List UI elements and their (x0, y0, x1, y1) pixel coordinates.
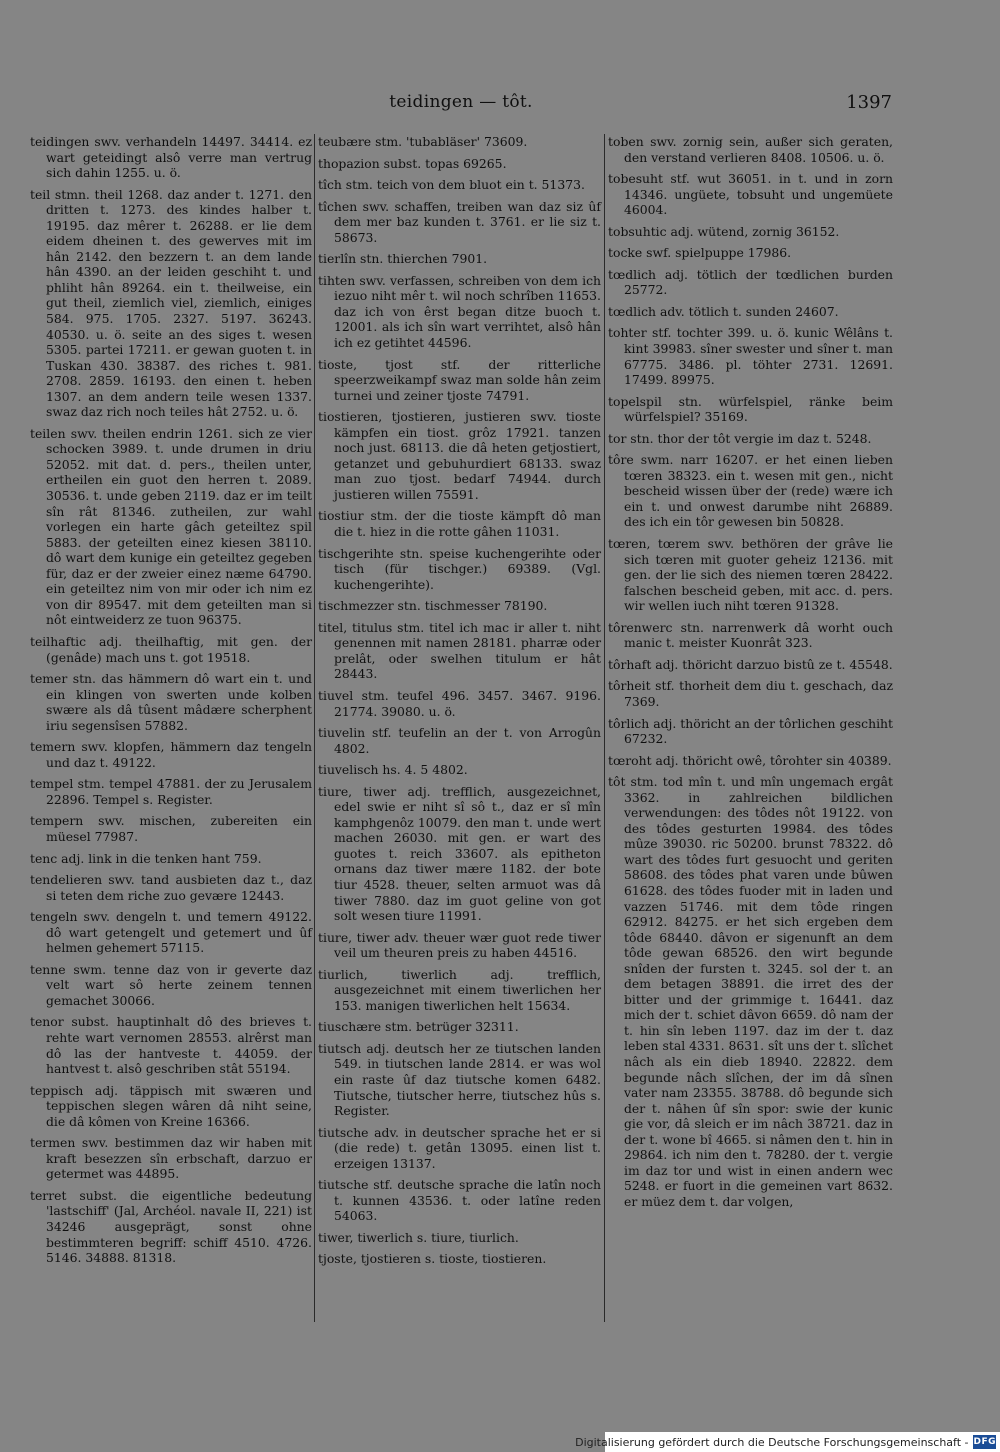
column-divider (604, 134, 605, 1322)
dictionary-entry: termen swv. bestimmen daz wir haben mit kraft besezzen sîn erbschaft, darzuo er getermet was 44895. (30, 1135, 312, 1182)
running-head: teidingen — tôt. (389, 92, 533, 112)
dictionary-entry: tocke swf. spielpuppe 17986. (608, 245, 792, 261)
dictionary-entry: tenc adj. link in die tenken hant 759. (30, 850, 262, 866)
dictionary-entry: tenor subst. hauptinhalt dô des brieves t. rehte wart vernomen 28553. alrêrst man dô las der hantveste t. 44059. der hantvest t. alsô geschriben stât 55194. (30, 1014, 312, 1077)
column-divider (314, 134, 315, 1322)
dictionary-entry: tiutsch adj. deutsch her ze tiutschen landen 549. in tiutschen lande 2814. er was wol ein raste ûf daz tiutsche komen 6482. Tiutsche, tiutscher herre, tiutschez hûs s. Register. (318, 1040, 601, 1119)
dictionary-entry: tôrhaft adj. thöricht darzuo bistû ze t. 45548. (608, 656, 893, 672)
dictionary-entry: tobsuhtic adj. wütend, zornig 36152. (608, 223, 840, 239)
dictionary-entry: tischgerihte stn. speise kuchengerihte oder tisch (für tischger.) 69389. (Vgl. kuchengerihte). (318, 545, 601, 592)
dictionary-entry: toben swv. zornig sein, außer sich geraten, den verstand verlieren 8408. 10506. u. ö. (608, 134, 893, 165)
dictionary-entry: tiwer, tiwerlich s. tiure, tiurlich. (318, 1229, 519, 1245)
dictionary-entry: tiuvelin stf. teufelin an der t. von Arrogûn 4802. (318, 725, 601, 756)
dictionary-entry: tor stn. thor der tôt vergie im daz t. 5248. (608, 430, 872, 446)
dictionary-entry: tiure, tiwer adj. trefflich, ausgezeichnet, edel swie er niht sî sô t., daz er sî mîn kamphgenôz 10079. den man t. unde wert machen 26030. mit gen. er wart des guotes t. reich 33607. als epitheton ornans daz tiwer mære 1182. der bote tiur 4528. theuer, selten armuot was dâ tiwer 7880. daz im guot geline von got solt wesen tiure 11991. (318, 783, 601, 924)
dictionary-column-3 (608, 134, 893, 1215)
dictionary-entry: tôrheit stf. thorheit dem diu t. geschach, daz 7369. (608, 678, 893, 709)
dictionary-entry: tiuschære stm. betrüger 32311. (318, 1019, 519, 1035)
dictionary-entry: thopazion subst. topas 69265. (318, 155, 507, 171)
dictionary-entry: temer stn. das hämmern dô wart ein t. und ein klingen von swerten unde kolben swære als dâ tûsent mâdære scherphent iriu segensîsen 57882. (30, 671, 312, 733)
dictionary-entry: tœren, tœrem swv. bethören der grâve lie sich tœren mit guoter geheiz 12136. mit gen. der lie sich des niemen tœren 28422. falschen bescheid geben, mit acc. d. pers. wir wellen iuch niht tœren 91328. (608, 536, 893, 614)
dictionary-entry: tobesuht stf. wut 36051. in t. und in zorn 14346. ungüete, tobsuht und ungemüete 46004. (608, 171, 893, 218)
dictionary-entry: tioste, tjost stf. der ritterliche speerzweikampf swaz man solde hân zeim turnei und zeiner tjoste 74791. (318, 356, 601, 403)
dictionary-entry: teilhaftic adj. theilhaftig, mit gen. der (genâde) mach uns t. got 19518. (30, 633, 312, 665)
dictionary-entry: tiutsche adv. in deutscher sprache het er si (die rede) t. getân 13095. einen list t. erzeigen 13137. (318, 1124, 601, 1171)
dictionary-entry: tiostieren, tjostieren, justieren swv. tioste kämpfen ein tiost. grôz 17921. tanzen noch just. 68113. die dâ heten getjostiert, getanzet und gebuhurdiert 68133. swaz man zuo tjost. bedarf 74944. durch justieren willen 75591. (318, 409, 601, 502)
dictionary-entry: tîchen swv. schaffen, treiben wan daz siz ûf dem mer baz kunden t. 3761. er lie siz t. 58673. (318, 198, 601, 245)
dictionary-entry: tôrlich adj. thöricht an der tôrlichen geschiht 67232. (608, 715, 893, 747)
dictionary-entry: tîch stm. teich von dem bluot ein t. 51373. (318, 177, 585, 193)
dictionary-entry: tihten swv. verfassen, schreiben von dem ich iezuo niht mêr t. wil noch schrîben 11653. daz ich von êrst began ditze buoch t. 12001. als ich sîn wart verrihtet, alsô hân ich ez getihtet 44596. (318, 272, 601, 351)
dictionary-entry: tengeln swv. dengeln t. und temern 49122. dô wart getengelt und getemert und ûf helmen gehemert 57115. (30, 909, 312, 956)
dfg-logo: DFG (973, 1437, 996, 1447)
dictionary-entry: teidingen swv. verhandeln 14497. 34414. ez wart geteidingt alsô verre man vertrug sich dahin 1255. u. ö. (30, 134, 312, 181)
digitization-footer (575, 1432, 1000, 1452)
dictionary-entry: tiostiur stm. der die tioste kämpft dô man die t. hiez in die rotte gâhen 11031. (318, 508, 601, 540)
dictionary-entry: tiutsche stf. deutsche sprache die latîn noch t. kunnen 43536. t. oder latîne reden 54063. (318, 1177, 601, 1224)
dictionary-entry: topelspil stn. würfelspiel, ränke beim würfelspiel? 35169. (608, 393, 893, 425)
page-number: 1397 (846, 92, 892, 113)
dictionary-entry: tiurlich, tiwerlich adj. trefflich, ausgezeichnet mit einem tiwerlichen her 153. manigen tiwerlichen helt 15634. (318, 966, 601, 1013)
dictionary-entry: teubære stm. 'tubabläser' 73609. (318, 134, 528, 149)
dictionary-entry: tischmezzer stn. tischmesser 78190. (318, 598, 548, 614)
dictionary-entry: tempel stm. tempel 47881. der zu Jerusalem 22896. Tempel s. Register. (30, 776, 312, 807)
dictionary-entry: tierlîn stn. thierchen 7901. (318, 251, 488, 267)
dictionary-entry: teil stmn. theil 1268. daz ander t. 1271. den dritten t. 1273. des kindes halber t. 19195. daz mêrer t. 26288. er lie dem eidem dheinen t. des gewerves mit im hân 2142. den bezzern t. an dem lande hân 4390. an der leiden geschiht t. und phliht hân 89264. ein t. theilweise, ein gut theil, ziemlich viel, ziemlich, einiges 584. 975. 1705. 2327. 5197. 36243. 40530. u. ö. seite an des siges t. wesen 5305. partei 17211. er gewan guoten t. in Tuskan 430. 38387. des riches t. 981. 2708. 2859. 16193. den einen t. heben 1307. an dem andern teile wesen 1337. swaz daz rich noch teiles hât 2752. u. ö. (30, 186, 312, 420)
page-header (30, 92, 892, 118)
dictionary-entry: teilen swv. theilen endrin 1261. sich ze vier schocken 3989. t. unde drumen in driu 52052. mit dat. d. pers., theilen unter, ertheilen ein guot den herren t. 2089. 30536. t. unde geben 2119. daz er im teilt sîn rât 81346. zutheilen, zur wahl vorlegen ein harte gâch geteiltez spil 5883. der geteilten einez kiesen 38110. dô wart dem kunige ein geteiltez gegeben für, daz er der zweier einez næme 64790. ein geteiltez nim von mir oder ich nim ez von dir 89547. mit dem geteilten man si nôt eintweiderz ze tuon 96375. (30, 425, 312, 628)
dictionary-entry: tôrenwerc stn. narrenwerk dâ worht ouch manic t. meister Kuonrât 323. (608, 619, 893, 651)
dictionary-column-2 (318, 134, 601, 1273)
dictionary-entry: tohter stf. tochter 399. u. ö. kunic Wêlâns t. kint 39983. sîner swester und sîner t. man 67775. 3486. pl. töhter 2731. 12691. 17499. 89975. (608, 325, 893, 388)
dictionary-entry: tjoste, tjostieren s. tioste, tiostieren. (318, 1251, 547, 1267)
footer-credit: Digitalisierung gefördert durch die Deutsche Forschungsgemeinschaft - (575, 1435, 969, 1449)
dictionary-entry: tenne swm. tenne daz von ir geverte daz velt wart sô herte zeinem tennen gemachet 30066. (30, 961, 312, 1008)
dictionary-entry: tœroht adj. thöricht owê, tôrohter sin 40389. (608, 752, 892, 768)
dictionary-entry: tôt stm. tod mîn t. und mîn ungemach ergât 3362. in zahlreichen bildlichen verwendungen: des tôdes nôt 19122. von des tôdes gesturten 19984. des tôdes mûze 39030. ric 50200. brunst 78322. dô wart des tôdes furt gesuocht und geriten 58608. des tôdes phat varen unde bûwen 61628. des tôdes fuoder mit in laden und vazzen 51746. mit dem tôde ringen 62912. 84275. er het sich ergeben dem tôde 68440. dâvon er sigenunft an dem tôde gewan 68526. den wirt begunde snîden der fursten t. 3245. sol der t. an dem betagen 38891. die irret des der bitter und der grimmige t. 16441. daz mich der t. schiet dâvon 6659. dô nam der t. hin sîn leben 1197. daz im der t. daz leben stal 4331. 8631. sît uns der t. slîchet nâch als ein dieb 18940. 22822. dem begunde nâch slîchen, der im dâ sînen vater nam 23355. 38788. dô begunde sich der t. nâhen ûf sîn spor: swie der kunic gie vor, dâ sleich er im nâch 38721. daz in der t. wone bî 4665. si nâmen den t. hin in 29864. ich nim den t. 78280. der t. vergie im daz tor und wist in einen andern wec 5248. er fuort in die gemeinen vart 8632. er müez dem t. dar volgen, (608, 774, 893, 1209)
dictionary-entry: teppisch adj. täppisch mit swæren und teppischen slegen wâren dâ niht seine, die dâ kômen von Kreine 16366. (30, 1082, 312, 1129)
dictionary-entry: tiuvelisch hs. 4. 5 4802. (318, 762, 468, 778)
dictionary-entry: tempern swv. mischen, zubereiten ein müesel 77987. (30, 813, 312, 844)
dictionary-entry: tiure, tiwer adv. theuer wær guot rede tiwer veil um theuren preis zu haben 44516. (318, 929, 601, 961)
dictionary-column-1 (30, 134, 312, 1272)
dictionary-entry: terret subst. die eigentliche bedeutung 'lastschiff' (Jal, Archéol. navale II, 221) ist 34246 ausgeprägt, sonst ohne bestimmteren begriff: schiff 4510. 4726. 5146. 34888. 81318. (30, 1187, 312, 1266)
dictionary-entry: tœdlich adv. tötlich t. sunden 24607. (608, 303, 839, 319)
dictionary-entry: tœdlich adj. tötlich der tœdlichen burden 25772. (608, 266, 893, 298)
dictionary-entry: tiuvel stm. teufel 496. 3457. 3467. 9196. 21774. 39080. u. ö. (318, 687, 601, 719)
dictionary-entry: tendelieren swv. tand ausbieten daz t., daz si teten dem riche zuo gevære 12443. (30, 872, 312, 903)
dictionary-entry: tôre swm. narr 16207. er het einen lieben tœren 38323. ein t. wesen mit gen., nicht bescheid wissen über der (rede) wære ich ein t. und onwest darumbe niht 26889. des ich ein tôr gewesen bin 50828. (608, 452, 893, 530)
dictionary-entry: temern swv. klopfen, hämmern daz tengeln und daz t. 49122. (30, 739, 312, 770)
dictionary-entry: titel, titulus stm. titel ich mac ir aller t. niht genennen mit namen 28181. pharræ oder prelât, oder swelhen titulum er hât 28443. (318, 619, 601, 682)
